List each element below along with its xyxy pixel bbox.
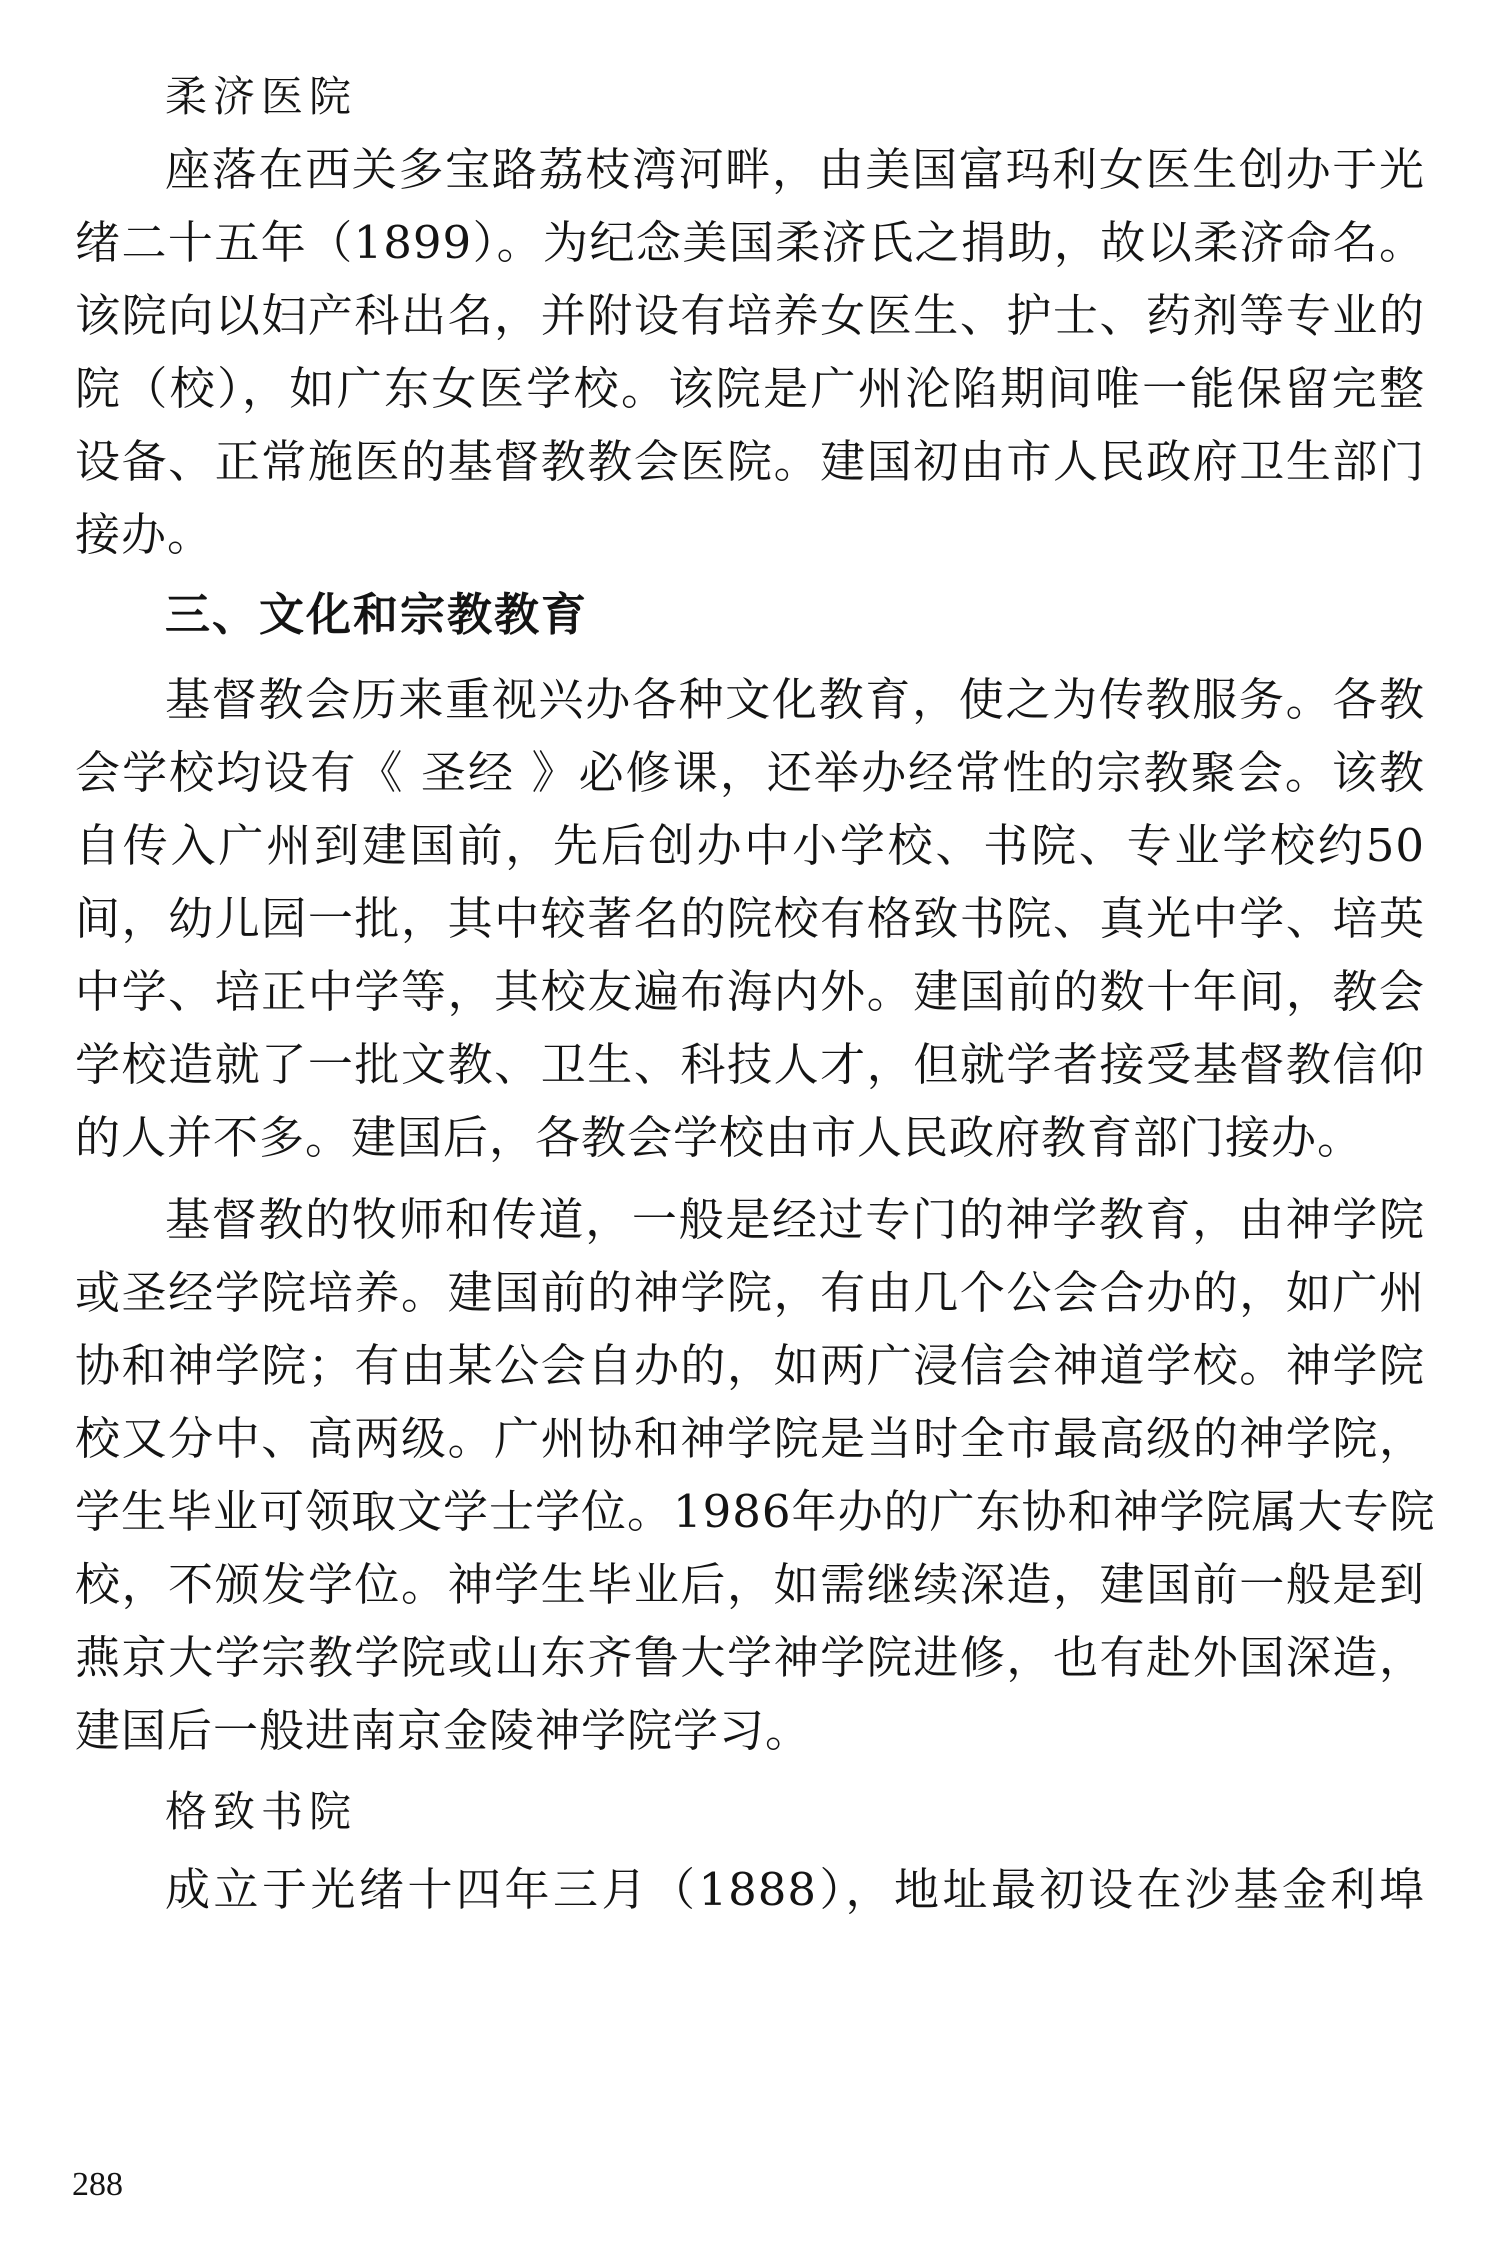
text-line: 接办。 [75, 508, 214, 561]
subheading-gezhi-college: 格致书院 [165, 1787, 358, 1836]
subheading-rouji-hospital: 柔济医院 [165, 72, 358, 121]
text-line: 校又分中、高两级。广州协和神学院是当时全市最高级的神学院， [75, 1412, 1425, 1465]
text-line: 或圣经学院培养。建国前的神学院，有由几个公会合办的，如广州 [75, 1266, 1425, 1319]
text-line: 基督教的牧师和传道，一般是经过专门的神学教育，由神学院 [165, 1193, 1425, 1246]
text-line: 会学校均设有《 圣经 》必修课，还举办经常性的宗教聚会。该教 [75, 746, 1425, 799]
text-line: 设备、正常施医的基督教教会医院。建国初由市人民政府卫生部门 [75, 435, 1425, 488]
text-line: 的人并不多。建国后，各教会学校由市人民政府教育部门接办。 [75, 1111, 1364, 1164]
text-line: 协和神学院；有由某公会自办的，如两广浸信会神道学校。神学院 [75, 1339, 1425, 1392]
text-line: 校，不颁发学位。神学生毕业后，如需继续深造，建国前一般是到 [75, 1558, 1425, 1611]
text-line: 成立于光绪十四年三月（1888），地址最初设在沙基金利埠 [165, 1863, 1425, 1916]
text-line: 自传入广州到建国前，先后创办中小学校、书院、专业学校约50 [75, 819, 1425, 872]
page-number: 288 [72, 2166, 123, 2203]
text-line: 学校造就了一批文教、卫生、科技人才，但就学者接受基督教信仰 [75, 1038, 1425, 1091]
text-line: 燕京大学宗教学院或山东齐鲁大学神学院进修，也有赴外国深造， [75, 1631, 1425, 1684]
text-line: 学生毕业可领取文学士学位。1986年办的广东协和神学院属大专院 [75, 1485, 1436, 1538]
text-line: 座落在西关多宝路荔枝湾河畔，由美国富玛利女医生创办于光 [165, 143, 1425, 196]
section-heading: 三、文化和宗教教育 [165, 588, 589, 641]
text-line: 绪二十五年（1899）。为纪念美国柔济氏之捐助，故以柔济命名。 [75, 216, 1425, 269]
text-line: 中学、培正中学等，其校友遍布海内外。建国前的数十年间，教会 [75, 965, 1425, 1018]
text-line: 院（校），如广东女医学校。该院是广州沦陷期间唯一能保留完整 [75, 362, 1425, 415]
text-line: 间，幼儿园一批，其中较著名的院校有格致书院、真光中学、培英 [75, 892, 1425, 945]
text-line: 建国后一般进南京金陵神学院学习。 [75, 1704, 812, 1757]
text-line: 该院向以妇产科出名，并附设有培养女医生、护士、药剂等专业的 [75, 289, 1425, 342]
text-line: 基督教会历来重视兴办各种文化教育，使之为传教服务。各教 [165, 673, 1425, 726]
